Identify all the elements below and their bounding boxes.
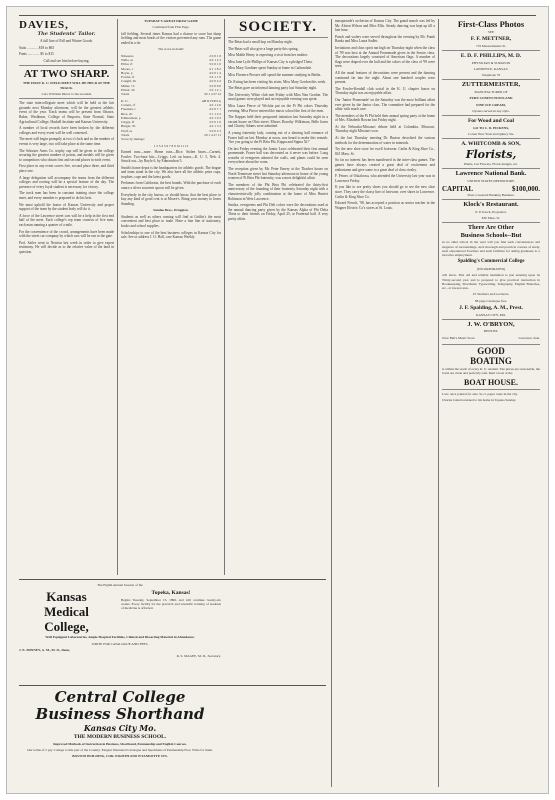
obryon-city: Lawrence, Kan.	[518, 335, 540, 340]
lab-heading: Well Equipped Laboratories, Ample Hospital Facilities, Clinical and Dissecting Material in Abundance.	[45, 635, 195, 640]
article-paragraph: The state intercollegiate meet which will be held at the fair grounds next Monday afternoon, will be the greatest athletic event of the year. Track teams will be present from Ottawa, Baker, Washburn, College of Emporia, State Normal, State Agricultural College, Haskell Institute and Kansas University.	[19, 101, 114, 124]
news-item: Our 'Junior Promenade' on the Saturday was the most brilliant affair ever given by the Junior class. The committee had prepared for the affair with much care.	[335, 97, 435, 112]
column-2	[121, 19, 221, 575]
article-paragraph: Everybody in the city knows, or should know, that the best place to buy any kind of good cent is at Moore's. Bring your money to Jones Standing.	[121, 192, 221, 206]
davies-subtitle: The Students' Tailor.	[37, 31, 96, 37]
article-paragraph: fall fielding. Several times Kansas had a chance to score but sharp fielding and most heads of the visitors prevented any runs. The game ended in a tie.	[121, 31, 221, 45]
column-divider	[331, 19, 332, 787]
spalding-footer: 25 Teachers and Lecturers.	[472, 292, 510, 297]
whitcomb-ad-footer: Plants, Cut Flowers, Floral designs, etc.	[464, 161, 518, 166]
news-item: At the last Thursday meeting Dr. Burton described the various methods for the determination of water in minerals.	[335, 136, 435, 145]
section-rule	[19, 685, 326, 686]
box-score-stats: 3 0 0 1 0	[209, 120, 221, 125]
news-item: All the usual features of decorations were present and the dancing continued far into the night. About one hundred couples were present.	[335, 70, 435, 85]
spalding-inc: (INCORPORATED)	[476, 266, 506, 271]
box-score-player: Wolf, ss	[121, 128, 133, 133]
article-paragraph: A force of the Lawrence street cars will be a help in the first end half of the meet. Each college's rep team consists of five men, each man running a quarter of a mile.	[19, 213, 114, 227]
score-by-innings-label: Score by innings:	[121, 137, 145, 142]
divider	[442, 168, 540, 169]
newspaper-page	[6, 6, 549, 794]
article-paragraph: Scholarships to one of the best business colleges in Kansas City for sale. See or address J. O. Hall, care Kansas Weekly.	[121, 230, 221, 240]
society-masthead: SOCIETY.	[239, 19, 317, 35]
article-paragraph: Perfumes from California, the best brands. With the purchase of each ounce a silver souvenir spoon will be given.	[121, 181, 221, 191]
box-score-player: Carnett, cf	[121, 102, 136, 107]
obryon-sub: DENTIST.	[483, 329, 499, 334]
other-schools-title: There Are Other	[467, 224, 515, 232]
draw-game-title: TUESDAY'S GREAT DRAW GAME	[144, 19, 198, 23]
column-3	[228, 19, 328, 787]
box-score-player: Rice, 2b	[121, 111, 133, 116]
zutter-ad-line: FINE ICE CREAM,	[476, 102, 506, 107]
box-score-stats: 3 0 0 2 3	[209, 128, 221, 133]
score-caption: The score in detail:	[157, 47, 185, 52]
box-score-stats: 4 0 0 1 4	[209, 70, 221, 75]
boating-title: BOATING	[470, 355, 512, 366]
phillips-ad-sub: PHYSICIAN & SURGEON	[471, 60, 511, 65]
box-score-stats: 3 0 0 9 0	[209, 83, 221, 88]
box-score-stats: AB R H PO A	[201, 98, 221, 103]
davies-item-1: Suits ............ $18 to $65	[19, 45, 55, 50]
news-item: The Fowler-Kendall club social in the K. U. chapter house on Thursday night was an enjoyable affair.	[335, 86, 435, 96]
medical-title-kansas: Kansas	[46, 589, 87, 605]
article-paragraph: Prof. Sailer went to Newton last week in order to give expert testimony. He will decide as to the relative value of the land in question.	[19, 240, 114, 254]
other-schools-sub: Business Schools--But	[460, 231, 522, 239]
bank-capital-label: CAPITAL	[442, 184, 473, 193]
divider	[442, 115, 540, 116]
article-paragraph: Students as well as others coming will find at Griffin's the most convenient and best place to trade. Have a fine line of stationery, books and school supplies.	[121, 214, 221, 228]
sundae-heading: Sundae Bros., Druggists.	[153, 208, 189, 213]
society-item: The Kappas held their postponed initiation last Saturday night in a vacant house on Ohio street. Misses Dorothy Wilkinson, Belle Jones and Charity Adams were admitted.	[228, 115, 328, 129]
klocks-ad-title: Klock's Restaurant.	[463, 201, 519, 209]
divider	[442, 199, 540, 200]
box-score-stats: 4 0 1 3 2	[209, 124, 221, 129]
divider	[19, 65, 114, 66]
column-5-ads	[442, 19, 540, 787]
davies-line: A full line of Fall and Winter Goods.	[40, 39, 93, 43]
box-score-stats: 29 1 4 27 11	[204, 133, 221, 138]
central-college-script: Central College	[54, 689, 186, 706]
medical-eighth: The Eighth Annual Session of the	[97, 583, 143, 587]
fuel-ad-address: Corner New York and Quincy Sts.	[467, 131, 515, 136]
article-paragraph: The track men has been in constant training since the college meet, and every member is prepared to do his best.	[19, 191, 114, 200]
society-item: The reception given by Mr. Peter Emery at the Thacher house on North Tennessee street last Saturday afternoon in honor of the young women of Pi Beta Phi fraternity, was a most delightful affair.	[228, 167, 328, 181]
box-score-player: Caugill, 2b	[121, 79, 137, 84]
boat-note: Charles Glend returned to his home in Topeka Sunday.	[442, 397, 517, 402]
modern-school-sub-2: Our terms of 2 pay College to this part of the Country. Elegant Illustrated Catalogue and Specimens of Penmanship Free. Write for them.	[27, 747, 213, 752]
box-score-player: Freeman, c	[121, 107, 137, 112]
box-score-stats: 4 1 1 8 2	[209, 66, 221, 71]
society-item: The Betas had a small hop on Monday night.	[228, 40, 293, 44]
spalding-body: will show. This old and reliable institution is just entering upon its Thirty-second year and is prepared to give practical instruction in Bookkeeping, Shorthand, Typewriting, Telegraphy, English Branches, etc., at lowest rates.	[442, 273, 540, 291]
society-item: Smilax, evergreens and Phi Delt colors were the decorations used at the annual dancing party given by the Kansas Alpha of Phi Delta Theta to their friends on Friday, April 25, at Fraternal hall. A very pretty affair.	[228, 203, 328, 221]
medical-title-medical: Medical	[44, 604, 89, 620]
column-divider	[224, 19, 225, 575]
divider	[442, 138, 540, 139]
article-paragraph: First place in any event scores five, second place three, and third place one.	[19, 164, 114, 173]
obryon-address-row	[442, 336, 540, 342]
phillips-ad-name: E. D. F. PHILLIPS, M. D.	[460, 53, 522, 60]
divider	[442, 319, 540, 320]
divider	[442, 344, 540, 345]
box-score-stats: 4 0 0 7 1	[209, 107, 221, 112]
society-item: The University White club met Friday with Miss Nan Gordon. The usual games were played and an enjoyable evening was spent.	[228, 92, 328, 102]
box-score-player: Elliot, rf	[121, 62, 133, 67]
divider	[442, 222, 540, 223]
box-score-player: Ndseeres	[121, 53, 134, 58]
spalding-catalogue: 88 page Catalogue free.	[474, 298, 508, 303]
zutter-ad-line: PURE CONFECTIONS AND	[469, 96, 513, 101]
other-schools-body: in no other school in the west will you find such conveniences and elegance of surroundings, such thorough and practical courses of study, such experienced Teachers and such facilities for aiding graduates to a lucrative employment.	[442, 240, 540, 258]
fuel-ad-title: For Wood and Coal	[467, 118, 515, 125]
divider	[228, 37, 328, 38]
article-paragraph: For the convenience of the crowd, arrangements have been made with the street car company by which cars will be run to the gate.	[19, 229, 114, 239]
article-paragraph: A number of local records have been broken by the different colleges and every event will be well contested.	[19, 126, 114, 135]
zutter-ad-sub: MANUFACTURER OF	[474, 89, 508, 94]
box-score-player: Totals	[121, 92, 130, 97]
divider	[442, 389, 540, 390]
article-paragraph: The meet will begin promptly at two o'clock and as the number of events is very large, two will take place at the same time.	[19, 137, 114, 147]
column-divider	[117, 19, 118, 575]
article-paragraph: We must uphold the honor of Kansas University and proper support of the team by the student body will do it.	[19, 202, 114, 212]
box-score-stats: 4 0 1 2 0	[209, 102, 221, 107]
kansas-city-script: Kansas City Mo.	[83, 723, 157, 733]
draw-game-continued: Continued from First Page.	[152, 25, 190, 30]
news-item: Invitations and class spirit ran high on Thursday night when the class of '99 was host at the Annual Promenade given in the Senior class. The decorations largely consisted of American flags. A number of flags were draped over the hall and the colors of the class of '99 were seen.	[335, 45, 435, 69]
central-college-ad	[19, 689, 221, 787]
kansas-box-score	[121, 99, 221, 138]
bank-ad-title: Lawrence National Bank.	[455, 170, 527, 178]
box-score-player: Criggs, If	[121, 120, 134, 125]
zutter-ad-line: Oysters served in any style.	[472, 108, 510, 113]
society-item: Miss Mable Henry is expecting a visit from her mother.	[228, 53, 308, 58]
top-rule	[19, 15, 536, 16]
medical-title-block	[19, 589, 114, 635]
modern-school-title: THE MODERN BUSINESS SCHOOL.	[73, 734, 167, 740]
write-catalogue: WRITE FOR CATALOGUE AND FEES.	[91, 641, 149, 646]
sharp-subhead: THE FIRST K. U. FIELD MEET WILL BE HELD AT THE TRACK.	[22, 81, 111, 90]
article-paragraph: The Schuster Arms Co. trophy cup will be given to the college securing the greatest number of points, and medals will be given to competitors who obtain first and second places in each event.	[19, 148, 114, 162]
phillips-ad-city: LAWRENCE, KANSAS.	[473, 66, 509, 71]
magee-secretary: R. S. MAGEE, M. D., Secretary.	[176, 654, 221, 659]
zutter-ad-name: ZUTTERMEISTER,	[461, 81, 521, 89]
article-paragraph: Earned runs—none. Home runs—Rice. Stolen bases—Carnett, Fowler. Two-base hits—Criggs. Left on bases—K. U. 5, Neb. 4. Struck out—by Boyle 6, by Edmondson 5.	[121, 149, 221, 164]
divider	[19, 98, 114, 99]
article-paragraph: Smith's home depot is the headquarters for athletic goods. The league and team stand in the city. We also have all the athletic prize cups, trophies, cups and the latest goods.	[121, 165, 221, 179]
bank-ad-footer: Does a General Banking Business.	[467, 192, 515, 197]
box-score-player: Elliott, 3b	[121, 88, 135, 93]
phillips-ad-telephone: Telephone 76	[481, 73, 501, 78]
news-item: At the Nebraska-Missouri debate held at Columbia, Missouri, Thursday night Missouri won.	[335, 124, 435, 134]
society-item: Miss Laura Pierce of Wichita put on the Pi Phi colors Thursday evening. Miss Pierce entered the music school the first of the term.	[228, 103, 328, 113]
society-item: A young fraternity lady, coming out of a dancing hall entrance of Fraser hall on last Monday at noon, was heard to make this remark: 'Are you going to the Pi Beta Phi, Kappa and Sigma Xi?'	[228, 130, 328, 145]
box-score-player: Totals	[121, 133, 130, 138]
photos-ad-name: F. F. METTNER,	[470, 36, 512, 43]
news-item: Edward French, '98, has accepted a position as senior teacher in the Wagner Electric Co's stores at St. Louis.	[335, 201, 435, 210]
news-item: So far no interest has been manifested in the inter-class games. The games have always created a great deal of excitement and enthusiasm and give some to a great deal of class rivalry.	[335, 158, 435, 172]
box-score-player: Boyle, p	[121, 70, 133, 75]
box-score-stats: 2 0 0 1 0	[209, 53, 221, 58]
box-score-stats: 3 0 1 2 1	[209, 88, 221, 93]
society-item: The Betas gave an informal dancing party last Saturday night.	[228, 86, 318, 91]
box-score-stats: 3 1 1 2 2	[209, 111, 221, 116]
society-item: Dr. Ewing has been visiting his sister, Miss Mary Gordon this week.	[228, 79, 327, 84]
davies-title: DAVIES,	[19, 19, 69, 31]
innings-header: 1 2 3 4 5 6 7 8 9 10 11 12	[153, 143, 189, 148]
society-item: Miss Florence Prosser will spend the summer studying in Berlin.	[228, 72, 322, 77]
box-score-player: Miller, 1b	[121, 83, 135, 88]
divider	[442, 50, 540, 51]
modern-school-sub: Improved Methods of Instruction in Business, Shorthand, Penmanship and English Courses.	[53, 741, 187, 746]
photos-ad-title: First-Class Photos	[457, 19, 525, 29]
photos-ad-see: SEE	[487, 30, 495, 34]
topeka-title: Topeka, Kansas!	[151, 590, 191, 597]
divider	[442, 79, 540, 80]
bank-capital-value: $100,000.	[512, 184, 540, 193]
medical-header-row	[19, 589, 221, 635]
news-item: If you like to see pretty shoes you should go to see the new shoe store. They carry the classy line of footwear, over shoes in Lawrence. Carlin & King Shoe Co.	[335, 185, 435, 199]
spalding-city: KANSAS CITY, MO.	[476, 312, 506, 317]
medical-title-college: College,	[44, 619, 89, 635]
box-score-stats: 3 0 0 1 0	[209, 62, 221, 67]
obryon-title: J. W. O'BRYON,	[467, 320, 515, 328]
good-title: GOOD	[477, 345, 505, 356]
whitcomb-ad-florists: Florists,	[465, 147, 517, 161]
medical-topeka-block	[121, 589, 221, 635]
article-paragraph: A large delegation will accompany the teams from the different colleges and rooting will be a special feature of the day. The presence of every loyal student is necessary for victory.	[19, 175, 114, 189]
box-score-player: Wells, ss	[121, 57, 133, 62]
whitcomb-ad-title: A. WHITCOMB & SON,	[461, 141, 521, 148]
boston-building: BOSTON BUILDING, COR. EIGHTH AND WYANDOTTE STS.	[72, 754, 168, 759]
bank-ad-sub: UNITED STATES DEPOSITORY.	[467, 178, 515, 183]
minney-dean: J. E. MINNEY, A. M., M. D., Dean,	[19, 647, 70, 652]
fuel-ad-sub: GO TO C. D. PICKENS,	[473, 125, 509, 130]
sharp-subhead-2: Cars Will Run Direct to the Grounds	[41, 91, 92, 96]
boating-body: is within the reach of every K. U. student. The prices are reasonable, the boats are clean and perfectly safe. Rent a boat at the	[442, 366, 540, 376]
box-score-stats: 4 0 0 2 2	[209, 79, 221, 84]
klocks-ad-sub: E. P. Klock, Proprietor.	[475, 209, 507, 214]
news-item: Try the new shoe store for swell footwear. Carlin & King Shoe Co., 841 Mass. St.	[335, 147, 435, 156]
box-score-stats: 30 1 4 27 12	[204, 92, 221, 97]
nebraska-box-score	[121, 54, 221, 97]
box-score-stats: 3 0 1 1 0	[209, 75, 221, 80]
news-item: Punch and wafers were served throughout the evening by Mr. Frank Banks and Miss Laura Sadler.	[335, 34, 435, 44]
column-4	[335, 19, 435, 787]
box-score-player: K. U.	[121, 98, 129, 103]
boat-note: Law; once journal for sale. Ss ct. paper route in the city.	[442, 391, 518, 396]
spalding-name: J. F. Spalding, A. M., Prest.	[459, 305, 523, 312]
klocks-ad-address: 830 Mass. St.	[481, 215, 501, 220]
society-item: Miss Mary Gardiner spent Sunday at home in Carbondale.	[228, 66, 312, 71]
news-item: F. Feiner, of Oskaloosa, who attended the University last year was in Lawrence Friday.	[335, 174, 435, 183]
society-item: Miss Jane Lytle Phillips of Kansas City is a pledged Theta.	[228, 59, 313, 64]
business-shorthand-script: Business Shorthand	[35, 705, 205, 723]
spalding-title: Spalding's Commercial College	[457, 259, 525, 265]
box-score-stats: 4 0 1 0 3	[209, 115, 221, 120]
medical-college-ad	[19, 583, 221, 683]
topeka-body: Begins Tuesday, September 15, 1896, and will continue twenty-six weeks. Every facility for the practical and scientific training of students of medicine is afforded.	[121, 597, 221, 611]
society-item: The Betas will also give a large party this spring.	[228, 46, 299, 51]
news-item: masquerade's orchestra of Kansas City. The grand march was led by Mr. Alston Wilson and Miss Ellis. Steady dancing was kept up till a late hour.	[335, 19, 435, 33]
box-score-stats: 4 0 1 2 3	[209, 57, 221, 62]
davies-item-2: Pants ............. $5 to $15	[19, 52, 54, 57]
society-item: The members of the Phi Beta Phi celebrated the thirty-first anniversary of the founding of their fraternity Saturday night with a characteristically jolly combination at the home of Miss Harriet Robinson in West Lawrence.	[228, 182, 328, 201]
section-rule	[19, 579, 326, 580]
box-score-player: Moore, c	[121, 66, 134, 71]
society-item: On last Friday evening the Junior Laws celebrated their first annual promenade. Fraser hall was decorated as it never was before. Long wreaths of evergreen adorned the walls, and plants could be seen everywhere about the room.	[228, 146, 328, 165]
davies-footer: Call and see him before buying.	[43, 58, 90, 63]
box-score-player: Edmondson, p	[121, 115, 141, 120]
obryon-address: Over Bell's Music Store.	[442, 335, 476, 340]
bank-ad-capital	[442, 185, 540, 193]
box-score-player: Fowler, lf	[121, 75, 135, 80]
column-1	[19, 19, 114, 577]
column-divider	[438, 19, 439, 787]
boathouse-title: BOAT HOUSE.	[464, 377, 518, 387]
sharp-headline: AT TWO SHARP.	[23, 68, 110, 81]
box-score-player: Burger, 3b	[121, 124, 136, 129]
photos-ad-address: 719 Massachusetts St.	[475, 43, 507, 48]
news-item: The members of the Pi Phi held their annual spring party at the home of Mrs. Elizabeth Rowan last Friday night.	[335, 113, 435, 123]
